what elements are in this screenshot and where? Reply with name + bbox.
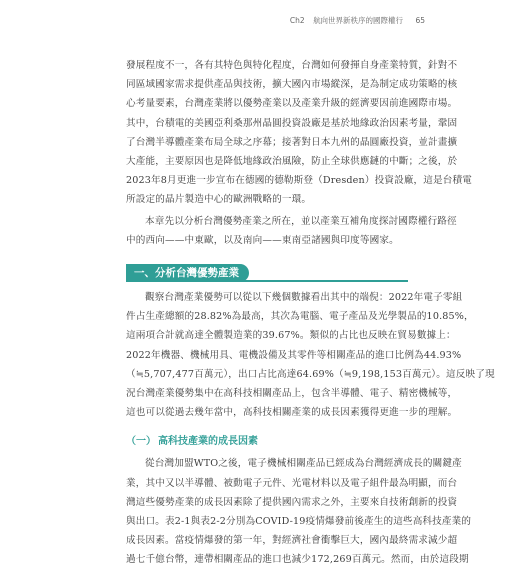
text-line: 與出口。表2-1與表2-2分別為COVID-19疫情爆發前後產生的這些高科技產業的 (126, 516, 472, 527)
text-line: 這也可以從過去幾年當中，高科技相關產業的成長因素獲得更進一步的理解。 (126, 407, 458, 419)
text-line: 同區域國家需求提供產品與技術，擴大國內市場縱深，是為制定成功策略的核 (126, 79, 458, 91)
text-line: 業，其中又以半導體、被動電子元件、光電材料以及電子組件最為明顯，而台 (126, 477, 458, 489)
running-header (290, 15, 425, 26)
subsection-index: （一） (126, 436, 156, 448)
text-line: 了台灣半導體產業布局全球之序幕；接著對日本九州的晶圓廠投資，並計畫擴 (126, 136, 458, 148)
text-line: 況台灣產業優勢集中在高科技相關產品上，包含半導體、電子、精密機械等， (126, 388, 458, 400)
text-line: 本章先以分析台灣優勢產業之所在，並以產業互補角度探討國際權行路徑 (145, 215, 457, 227)
section-heading: 一、分析台灣優勢產業 (126, 264, 249, 282)
text-line: 心考量要素，台灣產業將以優勢產業以及產業升級的經濟要因前進國際市場。 (126, 98, 458, 110)
text-line: 2022年機器、機械用具、電機設備及其零件等相關產品的進口比例為44.93% (126, 349, 462, 361)
text-line: 發展程度不一，各有其特色與特化程度，台灣如何發揮自身產業特質，針對不 (126, 60, 458, 71)
intro-paragraph (126, 56, 473, 210)
second-paragraph (126, 212, 457, 250)
chapter-label: Ch2 (289, 16, 305, 25)
text-line: 中的西向——中東歐，以及南向——東南亞諸國與印度等國家。 (126, 234, 399, 246)
text-line: 大產能，主要原因也是降低地緣政治風險，防止全球供應鏈的中斷；之後，於 (126, 156, 458, 168)
text-line: 成長因素。當疫情爆發的第一年，對經濟社會衝擊巨大，國內最終需求減少超 (126, 535, 458, 547)
section-paragraph (126, 288, 495, 422)
text-line: 過七千億台幣，連帶相關產品的進口也減少172,269百萬元。然而，由於這段期 (126, 554, 469, 566)
text-line: （≒5,707,477百萬元），出口占比高達64.69%（≒9,198,153百萬元）。這反映了現 (126, 368, 495, 380)
text-line: 灣這些優勢產業的成長因素除了提供國內需求之外，主要來自技術創新的投資 (126, 496, 458, 508)
text-line: 從台灣加盟WTO之後，電子機械相關產品已經成為台灣經濟成長的關鍵產 (145, 458, 462, 470)
text-line: 觀察台灣產業優勢可以從以下幾個數據看出其中的端倪：2022年電子零組 (145, 292, 463, 303)
subsection-heading (126, 432, 258, 447)
section-heading-banner (126, 264, 408, 282)
page-number: 65 (415, 16, 425, 25)
text-line: 其中，台積電的美國亞利桑那州晶圓投資設廠是基於地緣政治因素考量，鞏固 (126, 117, 458, 129)
subsection-title: 高科技產業的成長因素 (158, 436, 258, 448)
text-line: 2023年8月更進一步宣布在德國的德勒斯登（Dresden）投資設廠，這是台積電 (126, 175, 473, 187)
chapter-title: 航向世界新秩序的國際權行 (313, 16, 404, 25)
subsection-paragraph (126, 454, 472, 569)
text-line: 這兩項合計就高達全體製造業的39.67%。類似的占比也反映在貿易數據上： (126, 330, 456, 342)
text-line: 所設定的晶片製造中心的歐洲戰略的一環。 (126, 194, 312, 206)
text-line: 件占生產總額的28.82%為最高，其次為電腦、電子產品及光學製品的10.85%， (126, 311, 474, 323)
